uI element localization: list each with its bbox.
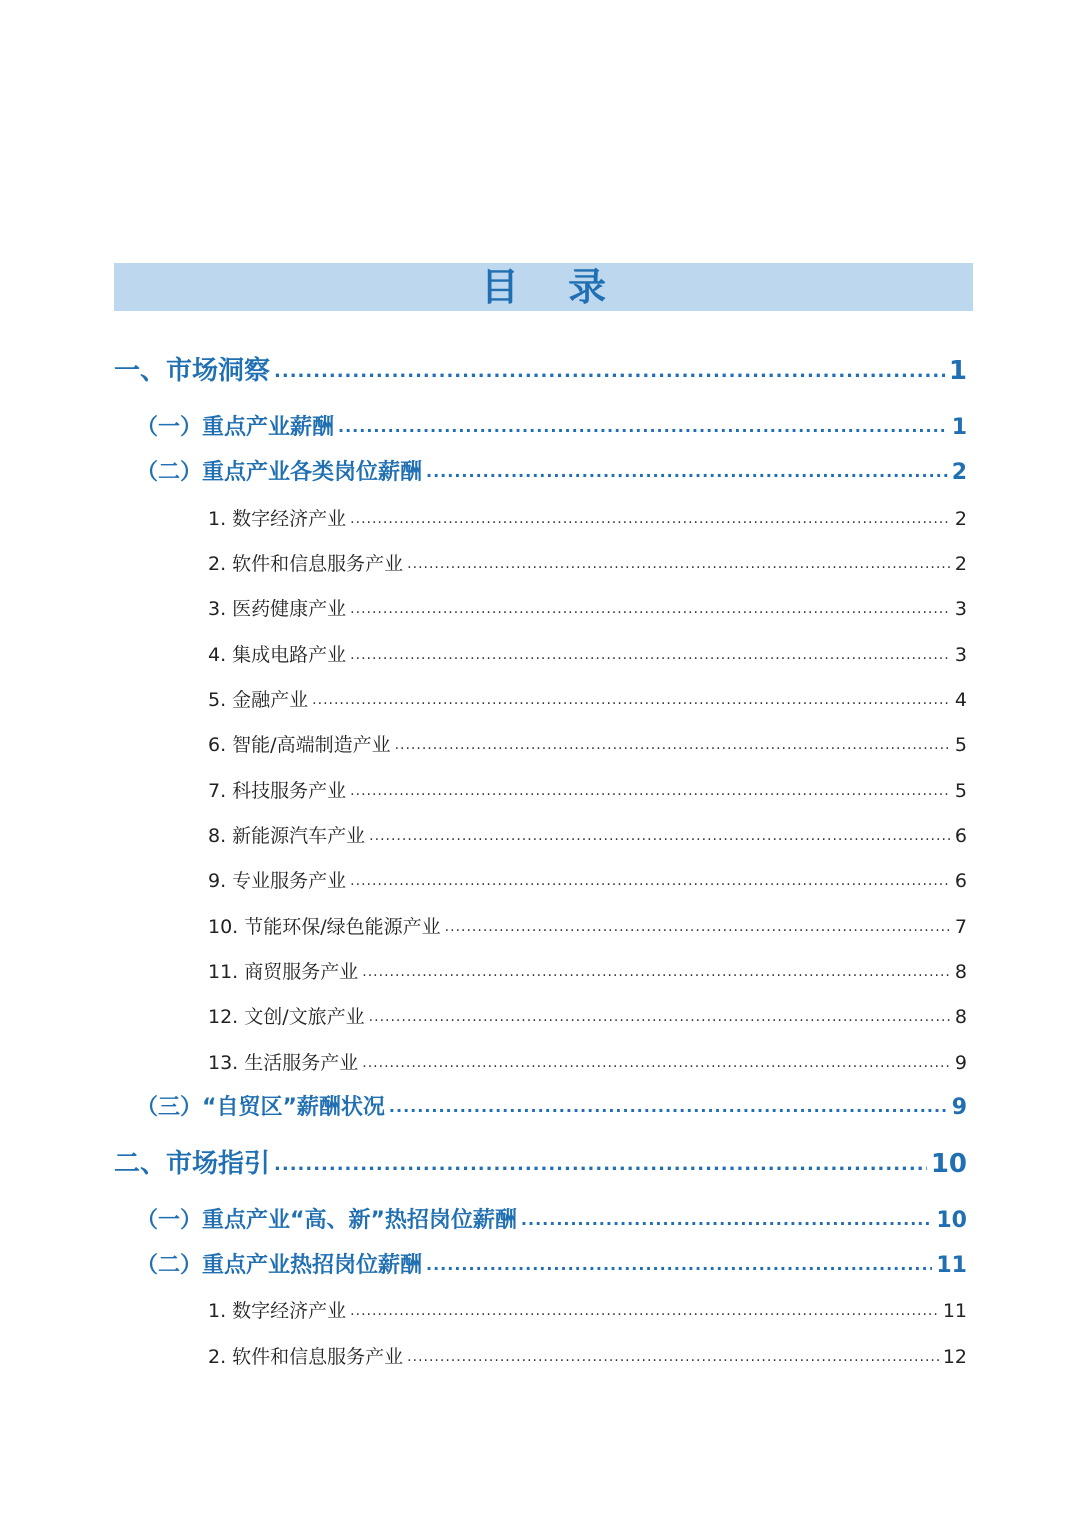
toc-leader-dots — [350, 873, 951, 889]
toc-entry-label: 1. 数字经济产业 — [208, 1300, 347, 1322]
toc-entry-page: 2 — [954, 508, 967, 530]
toc-entry-page: 9 — [951, 1095, 967, 1120]
toc-leader-dots — [395, 737, 951, 753]
toc-leader-dots — [350, 601, 951, 617]
toc-entry-label: 2. 软件和信息服务产业 — [208, 1346, 404, 1368]
toc-leader-dots — [426, 462, 948, 481]
toc-entry-label: 一、市场洞察 — [114, 356, 271, 386]
toc-entry-section-2-2[interactable] — [136, 1248, 967, 1279]
toc-entry-page: 2 — [951, 460, 967, 485]
toc-leader-dots — [338, 417, 948, 436]
toc-entry-item[interactable] — [208, 594, 967, 621]
toc-title-bar — [114, 263, 973, 311]
toc-entry-item[interactable] — [208, 1002, 967, 1029]
toc-entry-item[interactable] — [208, 912, 967, 939]
toc-entry-page: 10 — [936, 1208, 967, 1233]
toc-entry-label: （一）重点产业薪酬 — [136, 415, 335, 440]
toc-entry-section-1-2[interactable] — [136, 455, 967, 486]
toc-entry-page: 8 — [954, 1006, 967, 1028]
toc-leader-dots — [389, 1097, 948, 1116]
toc-entry-page: 7 — [954, 916, 967, 938]
toc-entry-page: 12 — [942, 1346, 967, 1368]
toc-entry-item[interactable] — [208, 549, 967, 576]
toc-entry-chapter-2[interactable] — [114, 1143, 967, 1180]
toc-title: 目 录 — [480, 265, 625, 309]
toc-entry-label: 2. 软件和信息服务产业 — [208, 553, 404, 575]
toc-leader-dots — [362, 1055, 951, 1071]
toc-entry-item[interactable] — [208, 640, 967, 667]
toc-entry-label: 5. 金融产业 — [208, 689, 309, 711]
toc-entry-section-1-3[interactable] — [136, 1090, 967, 1121]
toc-entry-item[interactable] — [208, 1296, 967, 1323]
toc-entry-chapter-1[interactable] — [114, 350, 967, 387]
toc-entry-page: 5 — [954, 734, 967, 756]
toc-leader-dots — [426, 1255, 932, 1274]
toc-entry-section-2-1[interactable] — [136, 1203, 967, 1234]
toc-entry-label: 7. 科技服务产业 — [208, 780, 347, 802]
toc-entry-label: （三）“自贸区”薪酬状况 — [136, 1095, 385, 1120]
toc-leader-dots — [350, 1303, 939, 1319]
toc-entry-page: 3 — [954, 644, 967, 666]
toc-entry-item[interactable] — [208, 957, 967, 984]
toc-entry-label: 13. 生活服务产业 — [208, 1052, 359, 1074]
toc-entry-item[interactable] — [208, 776, 967, 803]
toc-entry-label: 8. 新能源汽车产业 — [208, 825, 366, 847]
toc-leader-dots — [274, 1154, 927, 1175]
toc-entry-label: 3. 医药健康产业 — [208, 598, 347, 620]
toc-entry-page: 1 — [948, 356, 967, 386]
toc-entry-label: 4. 集成电路产业 — [208, 644, 347, 666]
toc-leader-dots — [312, 692, 951, 708]
toc-entry-page: 5 — [954, 780, 967, 802]
toc-entry-label: 11. 商贸服务产业 — [208, 961, 359, 983]
toc-entry-item[interactable] — [208, 504, 967, 531]
toc-entry-page: 6 — [954, 825, 967, 847]
toc-leader-dots — [369, 1009, 951, 1025]
toc-leader-dots — [362, 964, 951, 980]
toc-entry-item[interactable] — [208, 821, 967, 848]
toc-entry-page: 9 — [954, 1052, 967, 1074]
toc-leader-dots — [407, 556, 951, 572]
toc-entry-page: 6 — [954, 870, 967, 892]
toc-leader-dots — [369, 828, 951, 844]
toc-entry-page: 8 — [954, 961, 967, 983]
toc-entry-item[interactable] — [208, 866, 967, 893]
toc-entry-label: 9. 专业服务产业 — [208, 870, 347, 892]
toc-leader-dots — [407, 1349, 939, 1365]
toc-entry-label: 10. 节能环保/绿色能源产业 — [208, 916, 441, 938]
toc-entry-label: 二、市场指引 — [114, 1149, 271, 1179]
toc-entry-page: 2 — [954, 553, 967, 575]
toc-entry-page: 11 — [936, 1253, 967, 1278]
toc-entry-page: 4 — [954, 689, 967, 711]
toc-entry-label: 12. 文创/文旅产业 — [208, 1006, 365, 1028]
toc-entry-label: 6. 智能/高端制造产业 — [208, 734, 391, 756]
toc-leader-dots — [350, 511, 951, 527]
toc-leader-dots — [350, 783, 951, 799]
toc-leader-dots — [274, 361, 945, 382]
toc-entry-page: 1 — [951, 415, 967, 440]
toc-entry-label: （二）重点产业热招岗位薪酬 — [136, 1253, 423, 1278]
toc-entry-page: 3 — [954, 598, 967, 620]
toc-entry-page: 10 — [930, 1149, 967, 1179]
toc-leader-dots — [350, 647, 951, 663]
toc-entry-page: 11 — [942, 1300, 967, 1322]
toc-entry-item[interactable] — [208, 730, 967, 757]
toc-entry-section-1-1[interactable] — [136, 410, 967, 441]
toc-entry-item[interactable] — [208, 1048, 967, 1075]
toc-leader-dots — [445, 919, 951, 935]
toc-entry-label: 1. 数字经济产业 — [208, 508, 347, 530]
toc-entry-item[interactable] — [208, 1342, 967, 1369]
toc-entry-label: （二）重点产业各类岗位薪酬 — [136, 460, 423, 485]
toc-leader-dots — [521, 1210, 932, 1229]
toc-entry-item[interactable] — [208, 685, 967, 712]
toc-entry-label: （一）重点产业“高、新”热招岗位薪酬 — [136, 1208, 517, 1233]
